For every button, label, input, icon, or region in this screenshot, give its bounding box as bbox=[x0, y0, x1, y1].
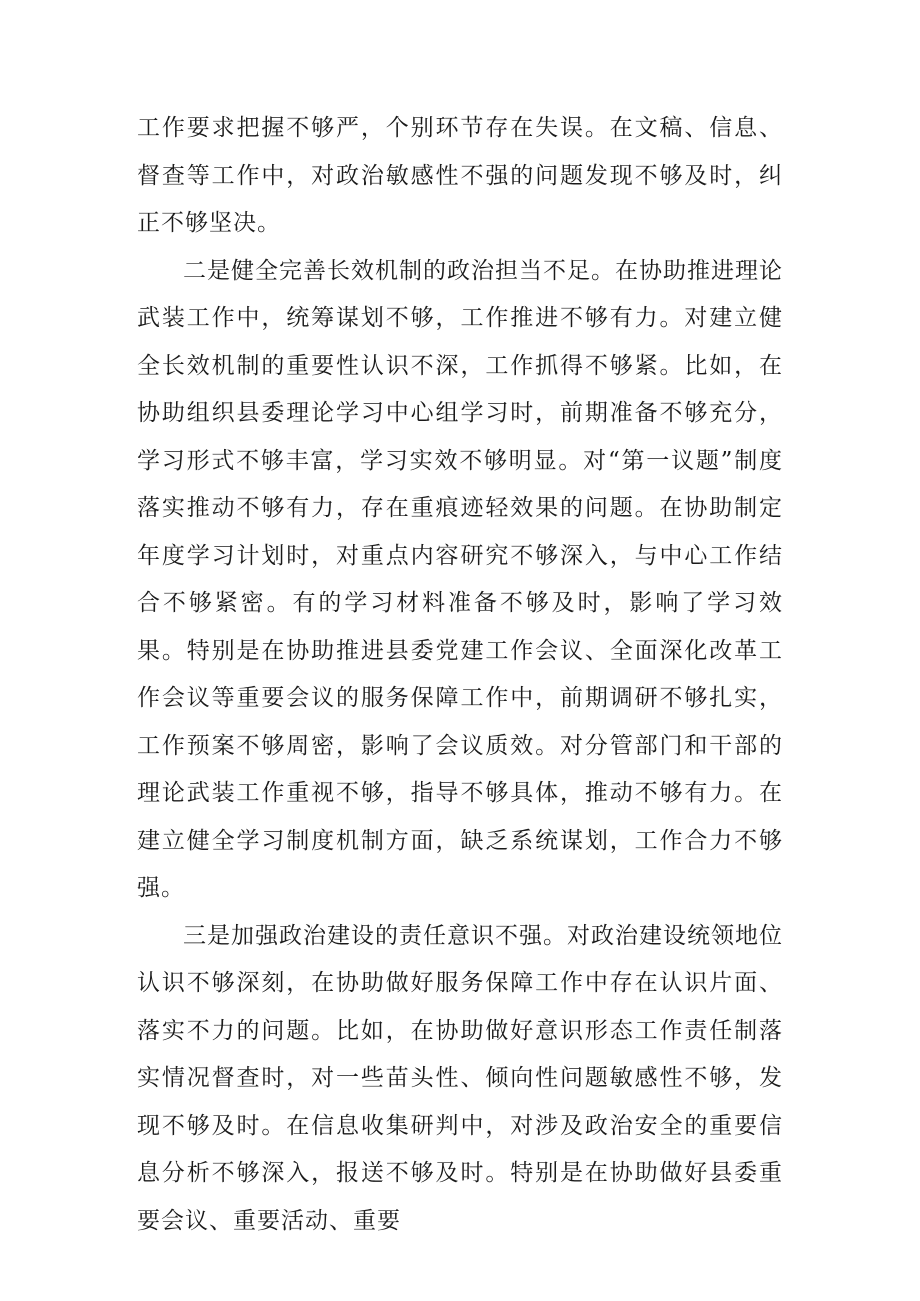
paragraph-point-three: 三是加强政治建设的责任意识不强。对政治建设统领地位认识不够深刻，在协助做好服务保障工作中存在认识片面、落实不力的问题。比如，在协助做好意识形态工作责任制落实情况督查时，对一些苗头性、倾向性问题敏感性不够，发现不够及时。在信息收集研判中，对涉及政治安全的重要信息分析不够深入，报送不够及时。特别是在协助做好县委重要会议、重要活动、重要 bbox=[137, 922, 783, 1234]
paragraph-point-two: 二是健全完善长效机制的政治担当不足。在协助推进理论武装工作中，统筹谋划不够，工作推进不够有力。对建立健全长效机制的重要性认识不深，工作抓得不够紧。比如，在协助组织县委理论学习中心组学习时，前期准备不够充分，学习形式不够丰富，学习实效不够明显。对“第一议题”制度落实推动不够有力，存在重痕迹轻效果的问题。在协助制定年度学习计划时，对重点内容研究不够深入，与中心工作结合不够紧密。有的学习材料准备不够及时，影响了学习效果。特别是在协助推进县委党建工作会议、全面深化改革工作会议等重要会议的服务保障工作中，前期调研不够扎实，工作预案不够周密，影响了会议质效。对分管部门和干部的理论武装工作重视不够，指导不够具体，推动不够有力。在建立健全学习制度机制方面，缺乏系统谋划，工作合力不够强。 bbox=[137, 257, 783, 901]
document-body bbox=[137, 105, 783, 1245]
paragraph-continuation: 工作要求把握不够严，个别环节存在失误。在文稿、信息、督查等工作中，对政治敏感性不强的问题发现不够及时，纠正不够坚决。 bbox=[137, 115, 783, 236]
